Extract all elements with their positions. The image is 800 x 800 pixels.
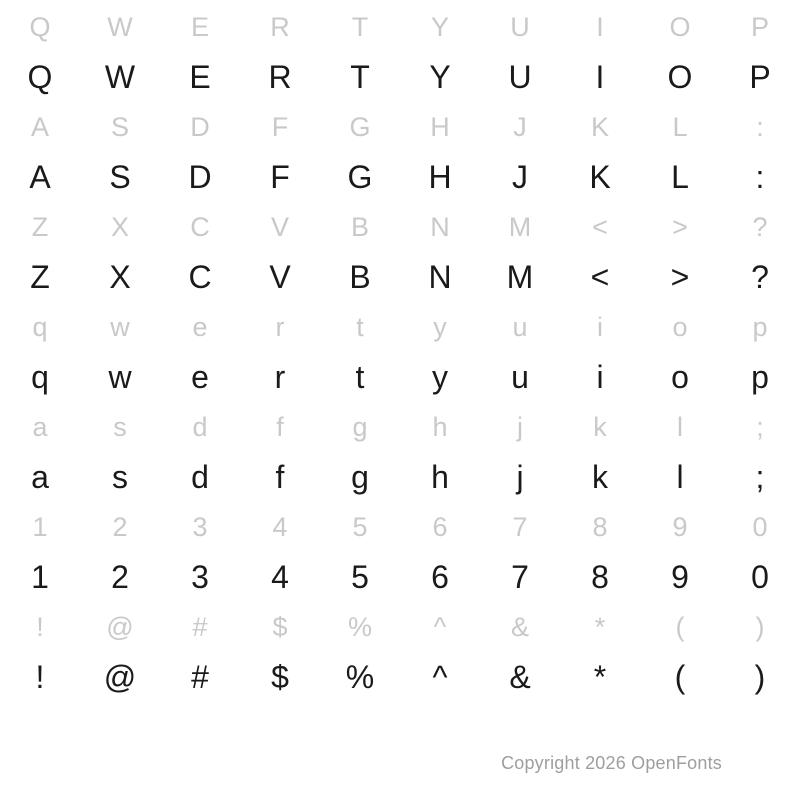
glyph-cell: V — [269, 259, 291, 295]
glyph-row — [0, 302, 800, 352]
glyph-cell: i — [597, 311, 603, 342]
glyph-cell: * — [594, 611, 606, 642]
glyph-cell: H — [430, 111, 450, 142]
glyph-cell: D — [188, 159, 212, 195]
glyph-row — [0, 202, 800, 252]
glyph-cell: : — [755, 159, 765, 195]
glyph-cell: @ — [106, 611, 134, 642]
glyph-cell: & — [509, 659, 531, 695]
glyph-cell: 0 — [752, 511, 768, 542]
glyph-cell: X — [110, 211, 129, 242]
glyph-cell: e — [192, 311, 208, 342]
glyph-cell: A — [29, 159, 51, 195]
glyph-cell: o — [671, 359, 689, 395]
glyph-cell: ; — [756, 411, 764, 442]
glyph-cell: r — [275, 311, 285, 342]
glyph-cell: & — [510, 611, 529, 642]
glyph-cell: L — [671, 159, 689, 195]
glyph-cell: B — [349, 259, 371, 295]
glyph-row — [0, 2, 800, 52]
glyph-cell: u — [511, 359, 529, 395]
glyph-row — [0, 252, 800, 302]
glyph-cell: I — [595, 59, 605, 95]
glyph-cell: $ — [271, 659, 289, 695]
glyph-cell: Q — [27, 59, 53, 95]
glyph-cell: j — [516, 459, 524, 495]
glyph-cell: ) — [755, 611, 765, 642]
glyph-cell: U — [510, 11, 530, 42]
glyph-cell: R — [270, 11, 290, 42]
glyph-cell: d — [192, 411, 208, 442]
glyph-cell: T — [350, 59, 370, 95]
glyph-row — [0, 552, 800, 602]
glyph-cell: h — [432, 411, 448, 442]
glyph-cell: S — [109, 159, 131, 195]
glyph-cell: u — [512, 311, 528, 342]
glyph-cell: P — [750, 11, 769, 42]
glyph-cell: Y — [430, 11, 449, 42]
glyph-cell: j — [517, 411, 523, 442]
glyph-cell: ( — [675, 611, 685, 642]
glyph-row — [0, 452, 800, 502]
glyph-cell: 1 — [32, 511, 48, 542]
glyph-cell: Z — [31, 211, 49, 242]
glyph-cell: * — [593, 659, 607, 695]
glyph-cell: e — [191, 359, 209, 395]
glyph-cell: O — [669, 11, 691, 42]
glyph-cell: N — [430, 211, 450, 242]
glyph-cell: w — [108, 359, 132, 395]
glyph-cell: ? — [751, 259, 769, 295]
glyph-cell: C — [188, 259, 212, 295]
glyph-cell: 0 — [751, 559, 769, 595]
glyph-cell: E — [189, 59, 211, 95]
glyph-row — [0, 652, 800, 702]
glyph-cell: L — [672, 111, 688, 142]
glyph-cell: K — [590, 111, 609, 142]
glyph-cell: < — [590, 259, 610, 295]
glyph-cell: g — [352, 411, 368, 442]
glyph-cell: Z — [30, 259, 50, 295]
glyph-cell: > — [672, 211, 688, 242]
glyph-cell: l — [676, 459, 684, 495]
glyph-cell: k — [593, 411, 607, 442]
glyph-cell: : — [756, 111, 764, 142]
glyph-cell: 2 — [111, 559, 129, 595]
glyph-cell: 5 — [352, 511, 368, 542]
glyph-cell: 4 — [272, 511, 288, 542]
glyph-cell: 3 — [191, 559, 209, 595]
glyph-cell: ^ — [433, 611, 447, 642]
glyph-cell: w — [110, 311, 130, 342]
glyph-cell: 7 — [511, 559, 529, 595]
glyph-cell: X — [109, 259, 131, 295]
glyph-cell: 6 — [432, 511, 448, 542]
glyph-cell: 1 — [31, 559, 49, 595]
glyph-cell: G — [347, 159, 373, 195]
glyph-cell: Y — [429, 59, 451, 95]
glyph-cell: $ — [272, 611, 288, 642]
glyph-cell: a — [32, 411, 48, 442]
glyph-cell: p — [751, 359, 769, 395]
glyph-cell: o — [672, 311, 688, 342]
glyph-cell: 4 — [271, 559, 289, 595]
glyph-cell: R — [268, 59, 292, 95]
glyph-cell: @ — [103, 659, 137, 695]
glyph-cell: ? — [752, 211, 768, 242]
glyph-cell: > — [670, 259, 690, 295]
glyph-row — [0, 402, 800, 452]
glyph-cell: ) — [754, 659, 766, 695]
glyph-cell: D — [190, 111, 210, 142]
glyph-cell: # — [191, 659, 209, 695]
glyph-cell: M — [508, 211, 532, 242]
glyph-cell: N — [428, 259, 452, 295]
glyph-cell: ( — [674, 659, 686, 695]
glyph-cell: q — [32, 311, 48, 342]
glyph-cell: # — [192, 611, 208, 642]
glyph-cell: 8 — [591, 559, 609, 595]
glyph-row — [0, 52, 800, 102]
glyph-cell: s — [112, 459, 128, 495]
glyph-cell: K — [589, 159, 611, 195]
glyph-cell: E — [190, 11, 209, 42]
glyph-cell: q — [31, 359, 49, 395]
glyph-cell: f — [275, 459, 285, 495]
glyph-cell: I — [596, 11, 604, 42]
copyright-notice: Copyright 2026 OpenFonts — [501, 753, 722, 773]
glyph-cell: C — [190, 211, 210, 242]
glyph-row — [0, 352, 800, 402]
glyph-cell: V — [270, 211, 289, 242]
glyph-cell: % — [345, 659, 375, 695]
glyph-cell: % — [347, 611, 372, 642]
glyph-cell: i — [596, 359, 604, 395]
glyph-cell: O — [667, 59, 693, 95]
glyph-cell: ! — [35, 659, 45, 695]
glyph-cell: < — [592, 211, 608, 242]
glyph-cell: k — [592, 459, 608, 495]
glyph-cell: S — [110, 111, 129, 142]
glyph-cell: U — [508, 59, 532, 95]
glyph-cell: J — [513, 111, 527, 142]
glyph-cell: W — [104, 59, 136, 95]
glyph-cell: 3 — [192, 511, 208, 542]
glyph-cell: 8 — [592, 511, 608, 542]
glyph-cell: a — [31, 459, 49, 495]
glyph-row — [0, 152, 800, 202]
glyph-cell: p — [752, 311, 768, 342]
glyph-cell: r — [274, 359, 286, 395]
glyph-cell: B — [350, 211, 369, 242]
glyph-cell: d — [191, 459, 209, 495]
glyph-cell: 9 — [672, 511, 688, 542]
glyph-cell: g — [351, 459, 369, 495]
glyph-cell: t — [356, 311, 364, 342]
glyph-cell: y — [433, 311, 447, 342]
glyph-cell: A — [30, 111, 49, 142]
glyph-row — [0, 502, 800, 552]
glyph-cell: F — [271, 111, 289, 142]
glyph-cell: ^ — [432, 659, 448, 695]
glyph-cell: t — [355, 359, 365, 395]
glyph-cell: y — [432, 359, 448, 395]
glyph-cell: H — [428, 159, 452, 195]
glyph-cell: s — [113, 411, 127, 442]
glyph-cell: 9 — [671, 559, 689, 595]
glyph-cell: F — [270, 159, 290, 195]
glyph-cell: M — [506, 259, 534, 295]
glyph-cell: J — [512, 159, 528, 195]
glyph-cell: f — [276, 411, 284, 442]
glyph-cell: Q — [29, 11, 51, 42]
glyph-cell: ! — [36, 611, 44, 642]
glyph-cell: P — [749, 59, 771, 95]
glyph-cell: 6 — [431, 559, 449, 595]
glyph-row — [0, 602, 800, 652]
glyph-row — [0, 102, 800, 152]
glyph-cell: G — [349, 111, 371, 142]
glyph-cell: 2 — [112, 511, 128, 542]
glyph-cell: 5 — [351, 559, 369, 595]
glyph-cell: T — [351, 11, 369, 42]
glyph-cell: l — [677, 411, 683, 442]
glyph-cell: 7 — [512, 511, 528, 542]
glyph-cell: W — [107, 11, 133, 42]
glyph-cell: ; — [755, 459, 765, 495]
glyph-cell: h — [431, 459, 449, 495]
